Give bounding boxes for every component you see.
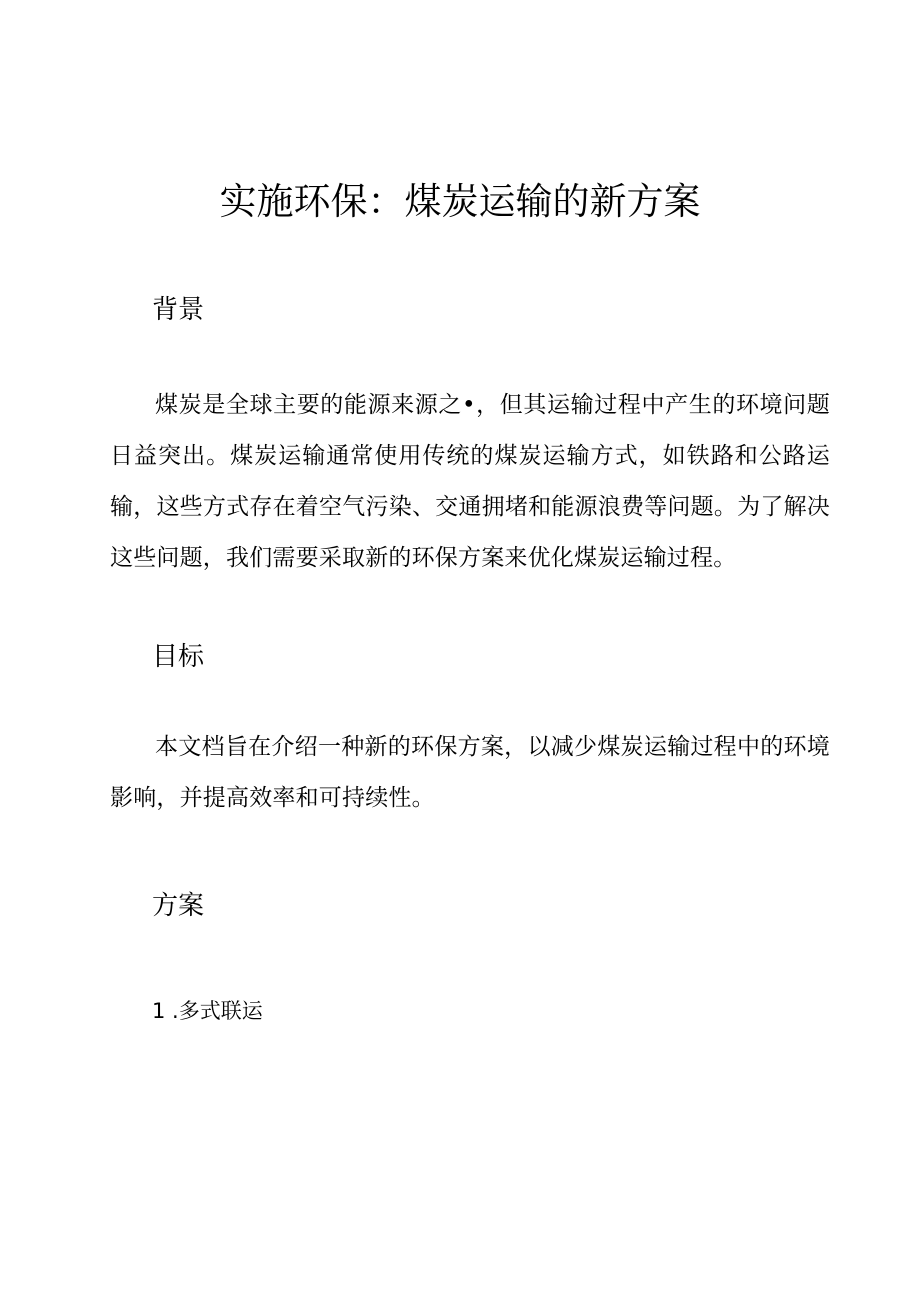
section-heading-background: 背景 bbox=[152, 295, 205, 325]
document-title: 实施环保：煤炭运输的新方案 bbox=[219, 180, 701, 223]
paragraph-goal: 本文档旨在介绍一种新的环保方案，以减少煤炭运输过程中的环境影响，并提高效率和可持续性。 bbox=[110, 734, 830, 811]
paragraph-background: 煤炭是全球主要的能源来源之•，但其运输过程中产生的环境问题日益突出。煤炭运输通常使用传统的煤炭运输方式，如铁路和公路运输，这些方式存在着空气污染、交通拥堵和能源浪费等问题。为了解决这些问题，我们需要采取新的环保方案来优化煤炭运输过程。 bbox=[110, 392, 830, 571]
section-heading-goal: 目标 bbox=[152, 642, 205, 672]
subheading-multimodal-transport: 1 .多式联运 bbox=[152, 999, 263, 1023]
section-heading-plan: 方案 bbox=[152, 891, 205, 921]
